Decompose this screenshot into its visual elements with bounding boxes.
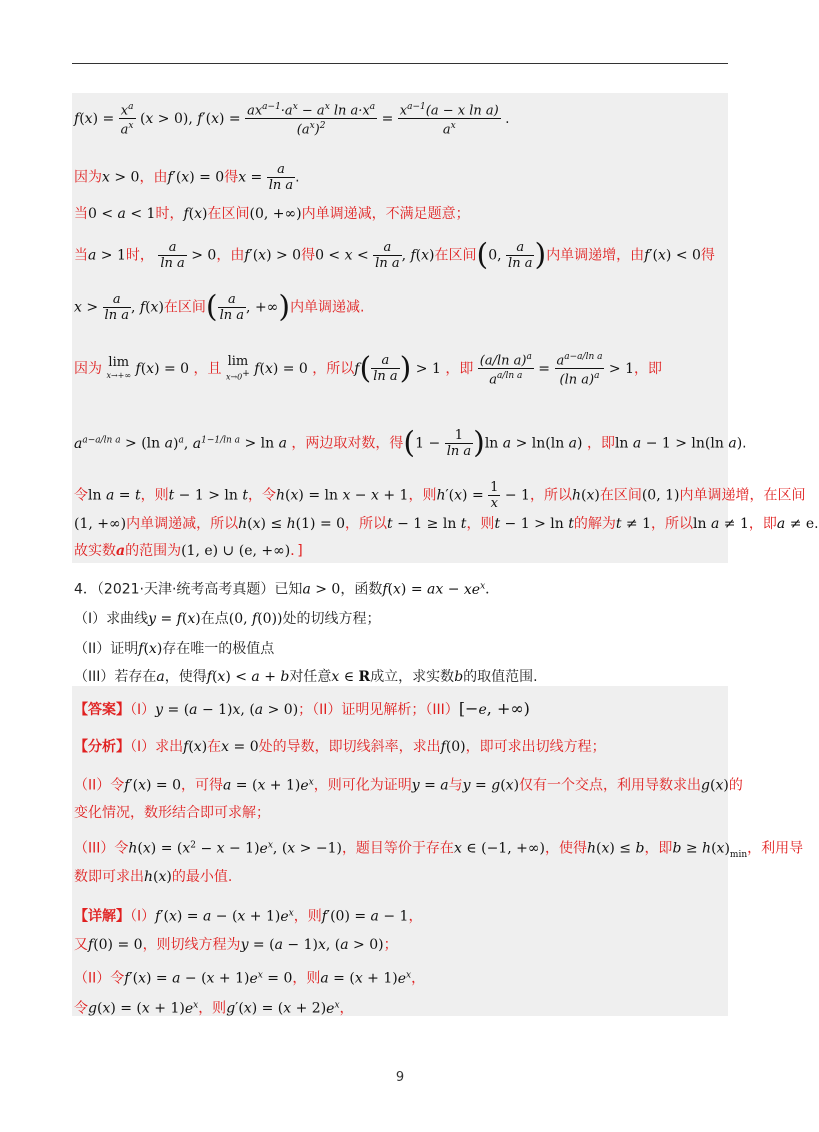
take-log-line: $a^{a-a/ln a} > (\ln$ a)$^a$, $a^{1-1/ln a} > \ln a$ ，两边取对数，得(1 − $\frac{1}{\text{ln a}}$ )ln a > ln(ln a) ，即ln a − 1 > ln(ln a). <box>74 425 747 461</box>
question-4-part-2: （II）证明f(x)存在唯一的极值点 <box>74 641 275 657</box>
limit-line: 因为 lim x→+∞ f(x) = 0 ，且 lim x→0+ f(x) = 0 ，所以f( $\frac{a}{\text{ln a}}$ ) > 1 ，即 $\frac{(a/\ln a)^a}{a^{a/ln a}}$ = $\frac{a^{a-a/ln a}}{(\ln a)^a}$ > 1，即 <box>74 350 663 388</box>
analysis-line-1: 【分析】（I）求出f(x)在x = 0处的导数，即切线斜率，求出f(0)，即可求出切线方程； <box>74 739 606 755</box>
critical-point-line: 因为x > 0，由f′(x) = 0得x = $\frac{a}{\text{ln a}}$ . <box>74 162 300 193</box>
analysis-line-2: （II）令f′(x) = 0，可得$a = (x + 1)e^x$，则可化为证明y = a与y = g(x)仅有一个交点，利用导数求出g(x)的 <box>74 777 743 794</box>
case-a-greater-1-line: 当a > 1时， $\frac{a}{\text{ln a}}$ > 0，由f′(x) > 0得0 < x < $\frac{a}{\text{ln a}}$ , f(x)在区间(0, $\frac{a}{\text{ln a}}$ )内单调递增，由f′(x) < 0得 <box>74 237 715 273</box>
analysis-line-3: 变化情况，数形结合即可求解； <box>74 805 270 821</box>
analysis-line-4: （III）令$h(x) = (x^2 - x - 1)e^x$, (x > −1)，题目等价于存在x ∈ (−1, +∞)，使得h(x) ≤ b，即$b \ge h(x)_{min}$，利用导 <box>74 840 804 860</box>
analysis-line-5: 数即可求出h(x)的最小值. <box>74 869 233 885</box>
case-a-less-1-line: 当0 < a < 1时，f(x)在区间(0, +∞)内单调递减，不满足题意； <box>74 206 470 222</box>
substitution-line: 令ln a = t，则t − 1 > ln t，令h(x) = ln x − x + 1，则h′(x) = $\frac{1}{x}$ − 1，所以h(x)在区间(0, 1)内单调递增，在区间 <box>74 480 806 511</box>
conclusion-line: (1, +∞)内单调递减，所以h(x) ≤ h(1) = 0，所以t − 1 ≥ ln t，则t − 1 > ln t的解为t ≠ 1，所以ln a ≠ 1，即a ≠ e. <box>74 516 819 532</box>
question-4-title: 4．（2021·天津·统考高考真题）已知a > 0，函数f(x) = ax − $xe^x$． <box>74 581 500 598</box>
details-line-4: 令$g(x) = (x + 1)e^x$，则$g'(x) = (x + 2)e^x$， <box>74 1000 354 1017</box>
details-line-3: （II）令$f'(x) = a - (x + 1)e^x = 0$，则$a = (x + 1)e^x$， <box>74 970 426 987</box>
page-number: 9 <box>395 1070 405 1085</box>
details-line-2: 又f(0) = 0，则切线方程为y = (a − 1)x, (a > 0)； <box>74 937 398 953</box>
header-rule <box>72 63 728 64</box>
derivative-formula-line: f(x) = $\frac{x^a}{a^x}$ (x > 0), f′(x) = $\frac{ax^{a-1}\cdot a^x - a^x \ln a\cdot x^a}{(a^x)^2}$ = $\frac{x^{a-1}(a - x \ln a)}{a^x}$ . <box>74 102 510 138</box>
answer-line: 【答案】（I）y = (a − 1)x, (a > 0)；（II）证明见解析；（III）[−e, +∞) <box>74 699 530 718</box>
decreasing-interval-line: x > $\frac{a}{\text{ln a}}$ , f(x)在区间( $\frac{a}{\text{ln a}}$ , +∞)内单调递减. <box>74 289 365 325</box>
question-4-part-1: （I）求曲线y = f(x)在点(0, f(0))处的切线方程； <box>74 611 381 627</box>
question-4-part-3: （III）若存在a，使得f(x) < a + b对任意x ∈ R成立，求实数b的取值范围. <box>74 669 538 685</box>
range-line: 故实数a的范围为(1, e) ∪ (e, +∞)．] <box>74 543 303 559</box>
details-line-1: 【详解】$(I)f'(x) = a - (x + 1)e^x$，则f′(0) = a − 1， <box>74 908 423 925</box>
